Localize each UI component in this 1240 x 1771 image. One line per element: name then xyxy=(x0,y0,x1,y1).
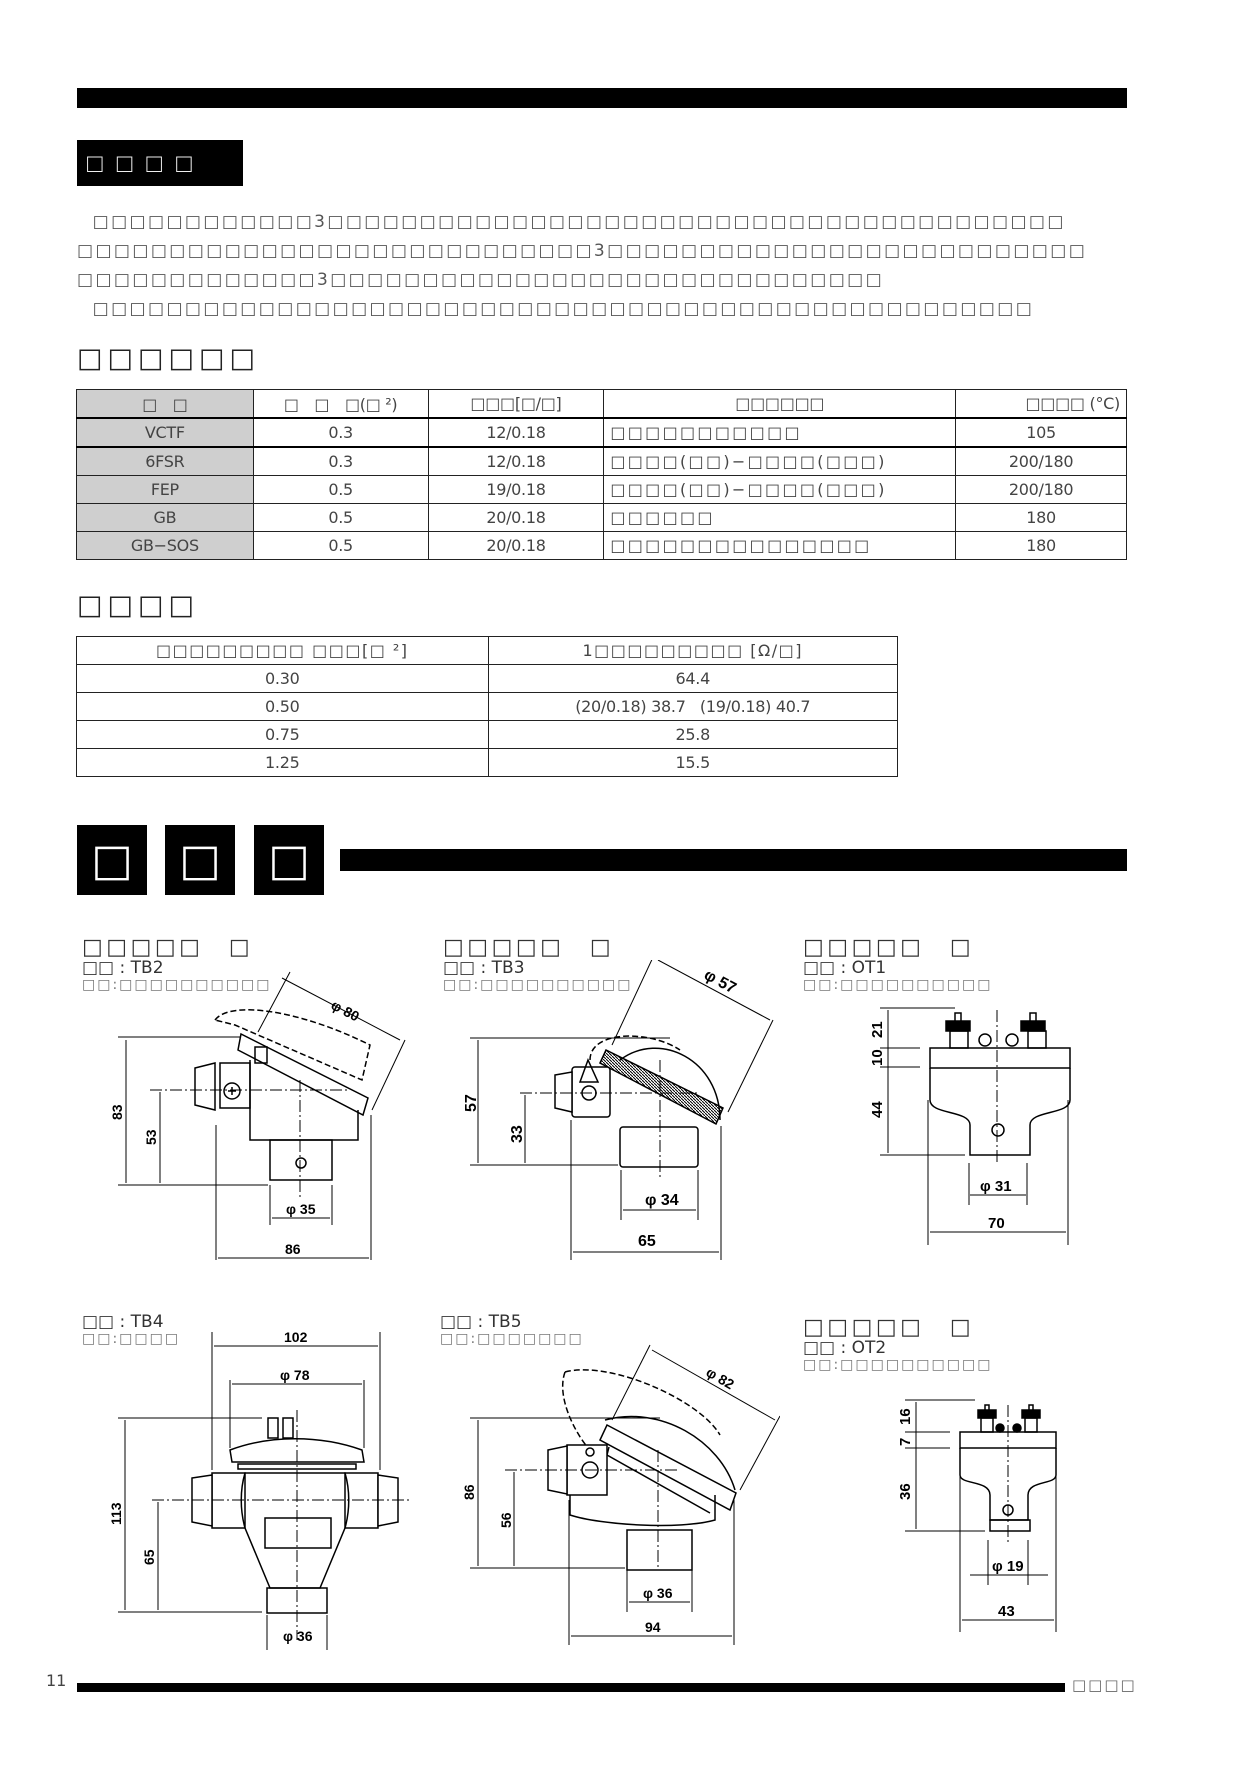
table-header-row xyxy=(77,637,898,665)
drawing-tb3-title: □□□□□ □ xyxy=(443,935,615,960)
cell-area: 0.30 xyxy=(77,665,489,693)
wire-spec-table xyxy=(76,389,1127,560)
dim-tb3-dia-cover: φ 57 xyxy=(701,966,739,998)
table-row xyxy=(77,532,1127,560)
cell-material: □□□□□□□□□□□□□□□ xyxy=(604,532,956,560)
intro-line-2: □□□□□□□□□□□□□□□□□□□□□□□□□□□□3□□□□□□□□□□□□□□□□□□□□□□□□□□ xyxy=(77,241,1088,261)
drawing-ot1-model: □□ : OT1 xyxy=(803,958,887,978)
terminal-head-ot1-drawing xyxy=(860,1000,1080,1250)
cell-resistance: 64.4 xyxy=(488,665,897,693)
cell-material: □□□□(□□)−□□□□(□□□) xyxy=(604,447,956,476)
cell-temp: 105 xyxy=(956,418,1127,447)
terminal-head-tb5-drawing xyxy=(460,1340,780,1660)
cell-type: VCTF xyxy=(77,418,254,447)
dim-ot2-top: 16 xyxy=(897,1408,914,1425)
dim-tb4-height: 113 xyxy=(108,1502,124,1525)
cell-resistance: (20/0.18) 38.7 (19/0.18) 40.7 xyxy=(488,693,897,721)
dim-ot1-top: 21 xyxy=(869,1021,886,1038)
cell-temp: 180 xyxy=(956,504,1127,532)
terminal-head-tb4-drawing xyxy=(100,1330,420,1650)
table-row xyxy=(77,665,898,693)
terminal-heading-rule xyxy=(340,849,1127,871)
dim-ot2-body: 36 xyxy=(897,1483,914,1500)
terminal-head-tb2-drawing xyxy=(100,960,420,1260)
terminal-head-tb3-drawing xyxy=(460,960,780,1260)
dim-tb4-dia-cover: φ 78 xyxy=(280,1367,310,1383)
table-header-row xyxy=(77,390,1127,419)
dim-tb5-dia-cover: φ 82 xyxy=(703,1363,738,1393)
header-type: □ □ xyxy=(77,390,254,419)
table-row xyxy=(77,721,898,749)
drawing-ot1-material: □□:□□□□□□□□□□ xyxy=(803,977,993,993)
drawing-ot1-title: □□□□□ □ xyxy=(803,935,975,960)
cell-type: FEP xyxy=(77,476,254,504)
resistance-table-title: □□□□ xyxy=(77,590,200,621)
drawing-tb3-material: □□:□□□□□□□□□□ xyxy=(443,977,633,993)
dim-ot1-dia-base: φ 31 xyxy=(980,1178,1012,1195)
dim-tb5-width: 94 xyxy=(645,1619,661,1635)
cell-material: □□□□□□ xyxy=(604,504,956,532)
top-rule xyxy=(77,88,1127,108)
dim-tb2-center: 53 xyxy=(143,1129,159,1145)
drawing-tb2-model: □□ : TB2 xyxy=(82,958,164,978)
table-row xyxy=(77,693,898,721)
dim-tb2-dia-cover: φ 80 xyxy=(328,996,363,1025)
terminal-heading-char-3 xyxy=(254,825,324,895)
resistance-table xyxy=(76,636,898,777)
cell-area: 0.3 xyxy=(253,447,428,476)
footer-rule xyxy=(77,1683,1065,1692)
dim-tb3-center: 33 xyxy=(509,1125,526,1143)
drawing-tb2-title: □□□□□ □ xyxy=(82,935,254,960)
terminal-heading-char-2 xyxy=(165,825,235,895)
cell-temp: 180 xyxy=(956,532,1127,560)
cell-material: □□□□□□□□□□□ xyxy=(604,418,956,447)
cell-resistance: 15.5 xyxy=(488,749,897,777)
intro-line-4: □□□□□□□□□□□□□□□□□□□□□□□□□□□□□□□□□□□□□□□□□□□□□□□□□□□ xyxy=(77,299,1035,319)
dim-tb5-dia-base: φ 36 xyxy=(643,1585,673,1601)
dim-tb3-height: 57 xyxy=(463,1094,480,1112)
dim-ot1-width: 70 xyxy=(988,1215,1005,1232)
cell-area: 1.25 xyxy=(77,749,489,777)
wire-table-title: □□□□□□ xyxy=(77,343,261,374)
header-temp: □□□□ (°C) xyxy=(956,390,1127,419)
drawing-tb4-model: □□ : TB4 xyxy=(82,1312,164,1332)
cell-strand: 12/0.18 xyxy=(428,447,604,476)
header-area: □ □ □(□ ²) xyxy=(253,390,428,419)
table-row xyxy=(77,476,1127,504)
section-title xyxy=(77,140,243,186)
table-row xyxy=(77,504,1127,532)
dim-ot2-mid: 7 xyxy=(897,1437,914,1446)
cell-type: GB xyxy=(77,504,254,532)
cell-area: 0.5 xyxy=(253,532,428,560)
drawing-ot2-model: □□ : OT2 xyxy=(803,1338,887,1358)
heading-char: □ xyxy=(268,834,310,886)
terminal-head-ot2-drawing xyxy=(880,1390,1080,1650)
header-area: □□□□□□□□□ □□□[□ ²] xyxy=(77,637,489,665)
dim-tb2-dia-base: φ 35 xyxy=(286,1201,316,1217)
table-row xyxy=(77,418,1127,447)
cell-material: □□□□(□□)−□□□□(□□□) xyxy=(604,476,956,504)
cell-type: GB−SOS xyxy=(77,532,254,560)
cell-strand: 20/0.18 xyxy=(428,504,604,532)
intro-line-1: □□□□□□□□□□□□3□□□□□□□□□□□□□□□□□□□□□□□□□□□□□□□□□□□□□□□□ xyxy=(77,212,1066,232)
dim-tb4-width: 102 xyxy=(284,1330,308,1345)
dim-ot1-body: 44 xyxy=(869,1101,886,1118)
dim-tb2-width: 86 xyxy=(285,1241,301,1257)
page-number: 11 xyxy=(46,1671,67,1690)
cell-strand: 20/0.18 xyxy=(428,532,604,560)
header-resistance: 1□□□□□□□□□ [Ω/□] xyxy=(488,637,897,665)
table-row xyxy=(77,749,898,777)
footer-label: □□□□ xyxy=(1072,1676,1137,1694)
drawing-tb4-material: □□:□□□□ xyxy=(82,1331,181,1347)
dim-tb3-width: 65 xyxy=(638,1233,656,1250)
header-strand: □□□[□/□] xyxy=(428,390,604,419)
heading-char: □ xyxy=(91,834,133,886)
dim-ot2-dia-base: φ 19 xyxy=(992,1558,1024,1575)
dim-tb4-dia-base: φ 36 xyxy=(283,1628,313,1644)
cell-temp: 200/180 xyxy=(956,447,1127,476)
terminal-heading-char-1 xyxy=(77,825,147,895)
table-row xyxy=(77,447,1127,476)
dim-tb5-height: 86 xyxy=(461,1484,477,1500)
dim-ot1-mid: 10 xyxy=(869,1049,886,1066)
drawing-tb5-model: □□ : TB5 xyxy=(440,1312,522,1332)
dim-tb4-center: 65 xyxy=(141,1549,157,1565)
dim-tb5-center: 56 xyxy=(498,1512,514,1528)
cell-strand: 19/0.18 xyxy=(428,476,604,504)
drawing-tb2-material: □□:□□□□□□□□□□ xyxy=(82,977,272,993)
intro-line-3: □□□□□□□□□□□□□3□□□□□□□□□□□□□□□□□□□□□□□□□□□□□□ xyxy=(77,270,885,290)
header-material: □□□□□□ xyxy=(604,390,956,419)
dim-tb3-dia-base: φ 34 xyxy=(645,1192,679,1209)
section-title-text: □□□□ xyxy=(87,148,206,179)
cell-area: 0.5 xyxy=(253,504,428,532)
cell-area: 0.75 xyxy=(77,721,489,749)
heading-char: □ xyxy=(179,834,221,886)
cell-area: 0.5 xyxy=(253,476,428,504)
cell-strand: 12/0.18 xyxy=(428,418,604,447)
dim-tb2-height: 83 xyxy=(109,1104,125,1120)
cell-type: 6FSR xyxy=(77,447,254,476)
cell-area: 0.50 xyxy=(77,693,489,721)
cell-temp: 200/180 xyxy=(956,476,1127,504)
cell-resistance: 25.8 xyxy=(488,721,897,749)
dim-ot2-width: 43 xyxy=(998,1603,1015,1620)
drawing-tb3-model: □□ : TB3 xyxy=(443,958,525,978)
drawing-tb5-material: □□:□□□□□□□ xyxy=(440,1331,584,1347)
cell-area: 0.3 xyxy=(253,418,428,447)
drawing-ot2-title: □□□□□ □ xyxy=(803,1315,975,1340)
drawing-ot2-material: □□:□□□□□□□□□□ xyxy=(803,1357,993,1373)
